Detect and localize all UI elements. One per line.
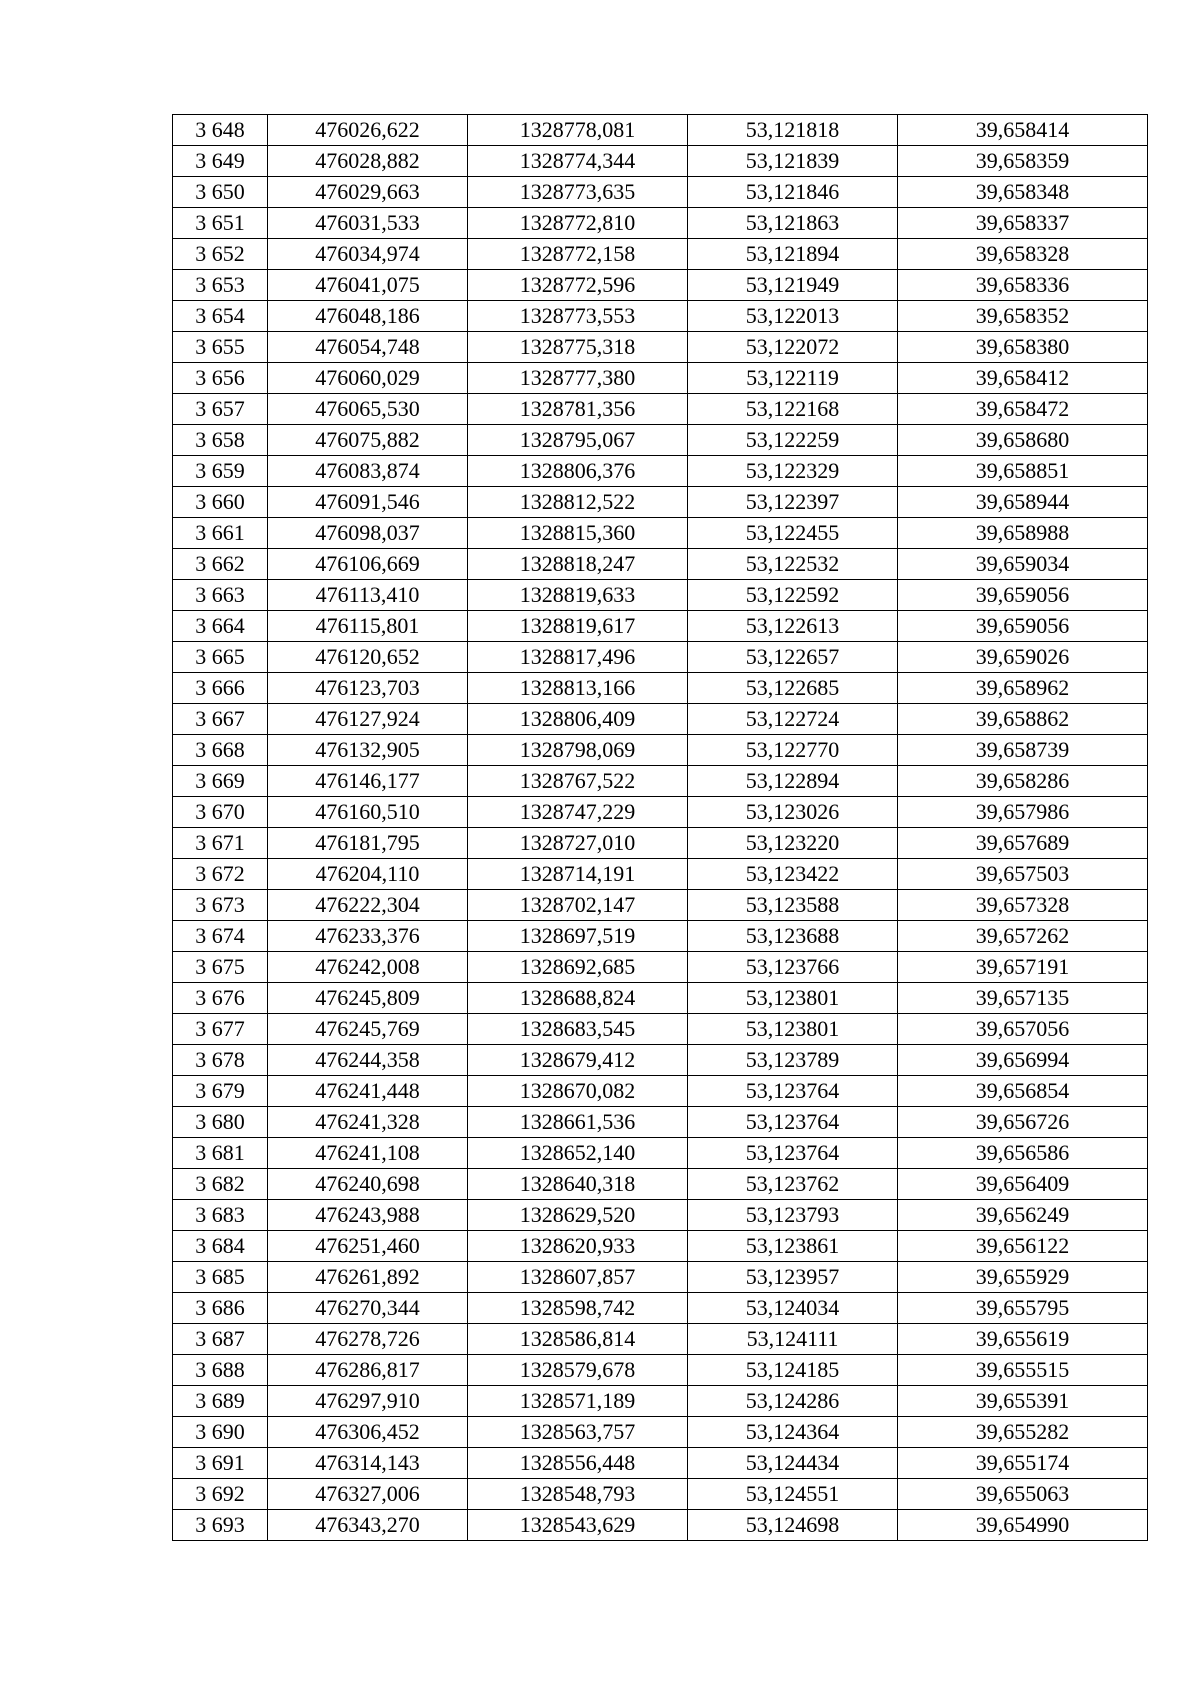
point-number-cell: 3 680 (173, 1107, 268, 1138)
y-coordinate-cell: 1328819,617 (468, 611, 688, 642)
y-coordinate-cell: 1328620,933 (468, 1231, 688, 1262)
table-row (173, 1479, 1148, 1510)
x-coordinate-cell: 476127,924 (268, 704, 468, 735)
longitude-cell: 39,656409 (898, 1169, 1148, 1200)
latitude-cell: 53,123801 (688, 1014, 898, 1045)
longitude-cell: 39,659056 (898, 611, 1148, 642)
latitude-cell: 53,124551 (688, 1479, 898, 1510)
x-coordinate-cell: 476327,006 (268, 1479, 468, 1510)
y-coordinate-cell: 1328813,166 (468, 673, 688, 704)
x-coordinate-cell: 476251,460 (268, 1231, 468, 1262)
longitude-cell: 39,658414 (898, 115, 1148, 146)
longitude-cell: 39,658380 (898, 332, 1148, 363)
latitude-cell: 53,121839 (688, 146, 898, 177)
x-coordinate-cell: 476106,669 (268, 549, 468, 580)
table-row (173, 859, 1148, 890)
y-coordinate-cell: 1328652,140 (468, 1138, 688, 1169)
point-number-cell: 3 687 (173, 1324, 268, 1355)
point-number-cell: 3 671 (173, 828, 268, 859)
table-row (173, 983, 1148, 1014)
y-coordinate-cell: 1328773,553 (468, 301, 688, 332)
longitude-cell: 39,657135 (898, 983, 1148, 1014)
y-coordinate-cell: 1328692,685 (468, 952, 688, 983)
y-coordinate-cell: 1328661,536 (468, 1107, 688, 1138)
y-coordinate-cell: 1328818,247 (468, 549, 688, 580)
longitude-cell: 39,656726 (898, 1107, 1148, 1138)
latitude-cell: 53,124286 (688, 1386, 898, 1417)
y-coordinate-cell: 1328697,519 (468, 921, 688, 952)
y-coordinate-cell: 1328815,360 (468, 518, 688, 549)
y-coordinate-cell: 1328702,147 (468, 890, 688, 921)
latitude-cell: 53,124364 (688, 1417, 898, 1448)
point-number-cell: 3 673 (173, 890, 268, 921)
y-coordinate-cell: 1328778,081 (468, 115, 688, 146)
table-row (173, 239, 1148, 270)
longitude-cell: 39,655929 (898, 1262, 1148, 1293)
point-number-cell: 3 688 (173, 1355, 268, 1386)
latitude-cell: 53,123762 (688, 1169, 898, 1200)
x-coordinate-cell: 476270,344 (268, 1293, 468, 1324)
y-coordinate-cell: 1328773,635 (468, 177, 688, 208)
longitude-cell: 39,655282 (898, 1417, 1148, 1448)
latitude-cell: 53,122397 (688, 487, 898, 518)
y-coordinate-cell: 1328795,067 (468, 425, 688, 456)
point-number-cell: 3 682 (173, 1169, 268, 1200)
longitude-cell: 39,656854 (898, 1076, 1148, 1107)
latitude-cell: 53,124185 (688, 1355, 898, 1386)
latitude-cell: 53,122013 (688, 301, 898, 332)
latitude-cell: 53,123801 (688, 983, 898, 1014)
table-row (173, 425, 1148, 456)
y-coordinate-cell: 1328772,158 (468, 239, 688, 270)
latitude-cell: 53,124434 (688, 1448, 898, 1479)
table-row (173, 704, 1148, 735)
table-row (173, 828, 1148, 859)
latitude-cell: 53,124111 (688, 1324, 898, 1355)
point-number-cell: 3 667 (173, 704, 268, 735)
table-row (173, 1417, 1148, 1448)
x-coordinate-cell: 476041,075 (268, 270, 468, 301)
x-coordinate-cell: 476278,726 (268, 1324, 468, 1355)
point-number-cell: 3 654 (173, 301, 268, 332)
latitude-cell: 53,124034 (688, 1293, 898, 1324)
longitude-cell: 39,658944 (898, 487, 1148, 518)
table-row (173, 952, 1148, 983)
latitude-cell: 53,122532 (688, 549, 898, 580)
table-row (173, 518, 1148, 549)
y-coordinate-cell: 1328598,742 (468, 1293, 688, 1324)
y-coordinate-cell: 1328543,629 (468, 1510, 688, 1541)
table-row (173, 394, 1148, 425)
latitude-cell: 53,123588 (688, 890, 898, 921)
x-coordinate-cell: 476241,328 (268, 1107, 468, 1138)
longitude-cell: 39,655619 (898, 1324, 1148, 1355)
point-number-cell: 3 684 (173, 1231, 268, 1262)
y-coordinate-cell: 1328586,814 (468, 1324, 688, 1355)
table-row (173, 1293, 1148, 1324)
table-row (173, 115, 1148, 146)
longitude-cell: 39,657191 (898, 952, 1148, 983)
point-number-cell: 3 672 (173, 859, 268, 890)
point-number-cell: 3 679 (173, 1076, 268, 1107)
point-number-cell: 3 685 (173, 1262, 268, 1293)
longitude-cell: 39,658359 (898, 146, 1148, 177)
coordinates-table (172, 114, 1148, 1541)
y-coordinate-cell: 1328579,678 (468, 1355, 688, 1386)
point-number-cell: 3 658 (173, 425, 268, 456)
latitude-cell: 53,124698 (688, 1510, 898, 1541)
x-coordinate-cell: 476060,029 (268, 363, 468, 394)
point-number-cell: 3 669 (173, 766, 268, 797)
x-coordinate-cell: 476091,546 (268, 487, 468, 518)
x-coordinate-cell: 476314,143 (268, 1448, 468, 1479)
x-coordinate-cell: 476031,533 (268, 208, 468, 239)
table-row (173, 673, 1148, 704)
point-number-cell: 3 674 (173, 921, 268, 952)
point-number-cell: 3 652 (173, 239, 268, 270)
y-coordinate-cell: 1328806,376 (468, 456, 688, 487)
point-number-cell: 3 650 (173, 177, 268, 208)
x-coordinate-cell: 476083,874 (268, 456, 468, 487)
longitude-cell: 39,658412 (898, 363, 1148, 394)
x-coordinate-cell: 476098,037 (268, 518, 468, 549)
x-coordinate-cell: 476241,448 (268, 1076, 468, 1107)
y-coordinate-cell: 1328556,448 (468, 1448, 688, 1479)
point-number-cell: 3 655 (173, 332, 268, 363)
x-coordinate-cell: 476286,817 (268, 1355, 468, 1386)
y-coordinate-cell: 1328727,010 (468, 828, 688, 859)
point-number-cell: 3 691 (173, 1448, 268, 1479)
table-row (173, 1231, 1148, 1262)
latitude-cell: 53,122657 (688, 642, 898, 673)
x-coordinate-cell: 476245,809 (268, 983, 468, 1014)
y-coordinate-cell: 1328747,229 (468, 797, 688, 828)
longitude-cell: 39,658348 (898, 177, 1148, 208)
x-coordinate-cell: 476343,270 (268, 1510, 468, 1541)
y-coordinate-cell: 1328679,412 (468, 1045, 688, 1076)
point-number-cell: 3 661 (173, 518, 268, 549)
latitude-cell: 53,122168 (688, 394, 898, 425)
longitude-cell: 39,654990 (898, 1510, 1148, 1541)
y-coordinate-cell: 1328688,824 (468, 983, 688, 1014)
table-row (173, 1448, 1148, 1479)
table-body (173, 115, 1148, 1541)
x-coordinate-cell: 476204,110 (268, 859, 468, 890)
point-number-cell: 3 649 (173, 146, 268, 177)
table-row (173, 549, 1148, 580)
x-coordinate-cell: 476054,748 (268, 332, 468, 363)
longitude-cell: 39,655391 (898, 1386, 1148, 1417)
x-coordinate-cell: 476065,530 (268, 394, 468, 425)
x-coordinate-cell: 476160,510 (268, 797, 468, 828)
latitude-cell: 53,123688 (688, 921, 898, 952)
y-coordinate-cell: 1328775,318 (468, 332, 688, 363)
table-row (173, 487, 1148, 518)
latitude-cell: 53,122724 (688, 704, 898, 735)
y-coordinate-cell: 1328781,356 (468, 394, 688, 425)
y-coordinate-cell: 1328714,191 (468, 859, 688, 890)
point-number-cell: 3 657 (173, 394, 268, 425)
longitude-cell: 39,658472 (898, 394, 1148, 425)
latitude-cell: 53,122329 (688, 456, 898, 487)
x-coordinate-cell: 476034,974 (268, 239, 468, 270)
longitude-cell: 39,655795 (898, 1293, 1148, 1324)
table-row (173, 208, 1148, 239)
x-coordinate-cell: 476048,186 (268, 301, 468, 332)
latitude-cell: 53,123861 (688, 1231, 898, 1262)
y-coordinate-cell: 1328670,082 (468, 1076, 688, 1107)
table-row (173, 456, 1148, 487)
table-row (173, 1324, 1148, 1355)
point-number-cell: 3 693 (173, 1510, 268, 1541)
table-row (173, 1045, 1148, 1076)
longitude-cell: 39,658336 (898, 270, 1148, 301)
longitude-cell: 39,655515 (898, 1355, 1148, 1386)
latitude-cell: 53,123764 (688, 1138, 898, 1169)
latitude-cell: 53,122259 (688, 425, 898, 456)
latitude-cell: 53,121894 (688, 239, 898, 270)
longitude-cell: 39,659056 (898, 580, 1148, 611)
point-number-cell: 3 660 (173, 487, 268, 518)
y-coordinate-cell: 1328640,318 (468, 1169, 688, 1200)
longitude-cell: 39,659026 (898, 642, 1148, 673)
latitude-cell: 53,121846 (688, 177, 898, 208)
x-coordinate-cell: 476075,882 (268, 425, 468, 456)
table-row (173, 580, 1148, 611)
x-coordinate-cell: 476026,622 (268, 115, 468, 146)
point-number-cell: 3 668 (173, 735, 268, 766)
latitude-cell: 53,122770 (688, 735, 898, 766)
latitude-cell: 53,122592 (688, 580, 898, 611)
x-coordinate-cell: 476245,769 (268, 1014, 468, 1045)
latitude-cell: 53,123220 (688, 828, 898, 859)
latitude-cell: 53,123764 (688, 1076, 898, 1107)
longitude-cell: 39,657689 (898, 828, 1148, 859)
latitude-cell: 53,121818 (688, 115, 898, 146)
longitude-cell: 39,656249 (898, 1200, 1148, 1231)
latitude-cell: 53,121949 (688, 270, 898, 301)
x-coordinate-cell: 476240,698 (268, 1169, 468, 1200)
y-coordinate-cell: 1328798,069 (468, 735, 688, 766)
x-coordinate-cell: 476115,801 (268, 611, 468, 642)
x-coordinate-cell: 476123,703 (268, 673, 468, 704)
longitude-cell: 39,657986 (898, 797, 1148, 828)
latitude-cell: 53,123764 (688, 1107, 898, 1138)
table-row (173, 766, 1148, 797)
y-coordinate-cell: 1328819,633 (468, 580, 688, 611)
x-coordinate-cell: 476113,410 (268, 580, 468, 611)
table-row (173, 642, 1148, 673)
latitude-cell: 53,123793 (688, 1200, 898, 1231)
table-row (173, 1386, 1148, 1417)
x-coordinate-cell: 476306,452 (268, 1417, 468, 1448)
latitude-cell: 53,123766 (688, 952, 898, 983)
longitude-cell: 39,658286 (898, 766, 1148, 797)
point-number-cell: 3 662 (173, 549, 268, 580)
table-row (173, 1076, 1148, 1107)
y-coordinate-cell: 1328607,857 (468, 1262, 688, 1293)
longitude-cell: 39,655063 (898, 1479, 1148, 1510)
table-row (173, 1138, 1148, 1169)
point-number-cell: 3 677 (173, 1014, 268, 1045)
x-coordinate-cell: 476242,008 (268, 952, 468, 983)
longitude-cell: 39,657328 (898, 890, 1148, 921)
point-number-cell: 3 692 (173, 1479, 268, 1510)
table-row (173, 1510, 1148, 1541)
table-row (173, 921, 1148, 952)
point-number-cell: 3 663 (173, 580, 268, 611)
y-coordinate-cell: 1328772,596 (468, 270, 688, 301)
point-number-cell: 3 659 (173, 456, 268, 487)
latitude-cell: 53,122119 (688, 363, 898, 394)
x-coordinate-cell: 476181,795 (268, 828, 468, 859)
x-coordinate-cell: 476132,905 (268, 735, 468, 766)
table-row (173, 1014, 1148, 1045)
point-number-cell: 3 678 (173, 1045, 268, 1076)
table-row (173, 611, 1148, 642)
point-number-cell: 3 656 (173, 363, 268, 394)
latitude-cell: 53,122613 (688, 611, 898, 642)
y-coordinate-cell: 1328774,344 (468, 146, 688, 177)
x-coordinate-cell: 476028,882 (268, 146, 468, 177)
point-number-cell: 3 666 (173, 673, 268, 704)
longitude-cell: 39,658962 (898, 673, 1148, 704)
latitude-cell: 53,122072 (688, 332, 898, 363)
table-row (173, 177, 1148, 208)
latitude-cell: 53,122894 (688, 766, 898, 797)
longitude-cell: 39,658739 (898, 735, 1148, 766)
latitude-cell: 53,122685 (688, 673, 898, 704)
point-number-cell: 3 676 (173, 983, 268, 1014)
point-number-cell: 3 651 (173, 208, 268, 239)
latitude-cell: 53,123422 (688, 859, 898, 890)
table-row (173, 301, 1148, 332)
point-number-cell: 3 686 (173, 1293, 268, 1324)
y-coordinate-cell: 1328571,189 (468, 1386, 688, 1417)
longitude-cell: 39,658680 (898, 425, 1148, 456)
latitude-cell: 53,123789 (688, 1045, 898, 1076)
longitude-cell: 39,657262 (898, 921, 1148, 952)
point-number-cell: 3 664 (173, 611, 268, 642)
y-coordinate-cell: 1328767,522 (468, 766, 688, 797)
longitude-cell: 39,656122 (898, 1231, 1148, 1262)
y-coordinate-cell: 1328563,757 (468, 1417, 688, 1448)
table-row (173, 363, 1148, 394)
table-row (173, 332, 1148, 363)
x-coordinate-cell: 476222,304 (268, 890, 468, 921)
x-coordinate-cell: 476243,988 (268, 1200, 468, 1231)
y-coordinate-cell: 1328629,520 (468, 1200, 688, 1231)
longitude-cell: 39,657056 (898, 1014, 1148, 1045)
point-number-cell: 3 689 (173, 1386, 268, 1417)
y-coordinate-cell: 1328812,522 (468, 487, 688, 518)
y-coordinate-cell: 1328772,810 (468, 208, 688, 239)
longitude-cell: 39,657503 (898, 859, 1148, 890)
latitude-cell: 53,123026 (688, 797, 898, 828)
table-row (173, 1169, 1148, 1200)
x-coordinate-cell: 476146,177 (268, 766, 468, 797)
x-coordinate-cell: 476120,652 (268, 642, 468, 673)
y-coordinate-cell: 1328777,380 (468, 363, 688, 394)
longitude-cell: 39,655174 (898, 1448, 1148, 1479)
longitude-cell: 39,658328 (898, 239, 1148, 270)
y-coordinate-cell: 1328548,793 (468, 1479, 688, 1510)
longitude-cell: 39,656586 (898, 1138, 1148, 1169)
y-coordinate-cell: 1328806,409 (468, 704, 688, 735)
latitude-cell: 53,122455 (688, 518, 898, 549)
point-number-cell: 3 675 (173, 952, 268, 983)
longitude-cell: 39,658988 (898, 518, 1148, 549)
y-coordinate-cell: 1328683,545 (468, 1014, 688, 1045)
table-row (173, 890, 1148, 921)
longitude-cell: 39,658337 (898, 208, 1148, 239)
x-coordinate-cell: 476233,376 (268, 921, 468, 952)
x-coordinate-cell: 476244,358 (268, 1045, 468, 1076)
table-row (173, 1355, 1148, 1386)
longitude-cell: 39,659034 (898, 549, 1148, 580)
point-number-cell: 3 653 (173, 270, 268, 301)
table-row (173, 1107, 1148, 1138)
latitude-cell: 53,121863 (688, 208, 898, 239)
point-number-cell: 3 670 (173, 797, 268, 828)
x-coordinate-cell: 476297,910 (268, 1386, 468, 1417)
point-number-cell: 3 681 (173, 1138, 268, 1169)
table-row (173, 1262, 1148, 1293)
x-coordinate-cell: 476241,108 (268, 1138, 468, 1169)
y-coordinate-cell: 1328817,496 (468, 642, 688, 673)
table-row (173, 797, 1148, 828)
table-row (173, 735, 1148, 766)
x-coordinate-cell: 476029,663 (268, 177, 468, 208)
point-number-cell: 3 665 (173, 642, 268, 673)
longitude-cell: 39,658352 (898, 301, 1148, 332)
longitude-cell: 39,656994 (898, 1045, 1148, 1076)
x-coordinate-cell: 476261,892 (268, 1262, 468, 1293)
point-number-cell: 3 683 (173, 1200, 268, 1231)
table-row (173, 1200, 1148, 1231)
longitude-cell: 39,658851 (898, 456, 1148, 487)
table-row (173, 270, 1148, 301)
latitude-cell: 53,123957 (688, 1262, 898, 1293)
table-row (173, 146, 1148, 177)
longitude-cell: 39,658862 (898, 704, 1148, 735)
point-number-cell: 3 690 (173, 1417, 268, 1448)
point-number-cell: 3 648 (173, 115, 268, 146)
